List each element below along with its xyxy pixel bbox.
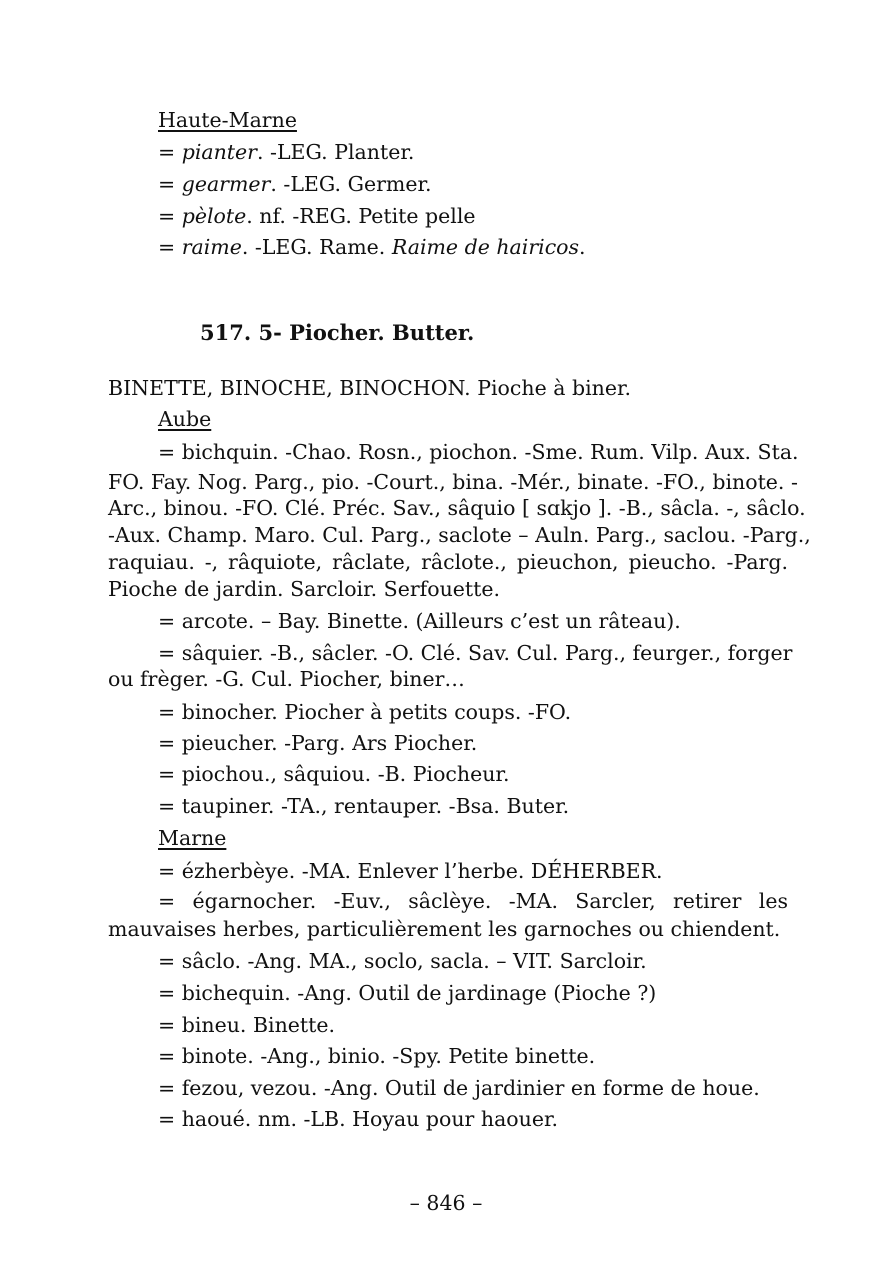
entry-line: = binote. -Ang., binio. -Spy. Petite binette. [158, 1044, 596, 1068]
entry-line: = pieucher. -Parg. Ars Piocher. [158, 731, 478, 755]
entry-line: = ézherbèye. -MA. Enlever l’herbe. DÉHERBER. [158, 859, 663, 883]
entry-line: FO. Fay. Nog. Parg., pio. -Court., bina. -Mér., binate. -FO., binote. - [108, 470, 798, 494]
entry-line: = arcote. – Bay. Binette. (Ailleurs c’est un râteau). [158, 609, 681, 633]
entry-line: = gearmer. -LEG. Germer. [158, 172, 432, 196]
entry-line: = bineu. Binette. [158, 1013, 336, 1037]
entry-line: Pioche de jardin. Sarcloir. Serfouette. [108, 577, 501, 601]
entry-line: = binocher. Piocher à petits coups. -FO. [158, 700, 572, 724]
entry-line: = pianter. -LEG. Planter. [158, 140, 415, 164]
region-heading-marne: Marne [158, 826, 227, 850]
entry-line: = pèlote. nf. -REG. Petite pelle [158, 204, 476, 228]
entry-line: -Aux. Champ. Maro. Cul. Parg., saclote – Auln. Parg., saclou. -Parg., [108, 523, 811, 547]
entry-line: = haoué. nm. -LB. Hoyau pour haouer. [158, 1107, 559, 1131]
entry-line: mauvaises herbes, particulièrement les garnoches ou chiendent. [108, 917, 781, 941]
entry-line: = fezou, vezou. -Ang. Outil de jardinier en forme de houe. [158, 1076, 760, 1100]
entry-line: = raime. -LEG. Rame. Raime de hairicos. [158, 235, 586, 259]
entry-line: = égarnocher. -Euv., sâclèye. -MA. Sarcler, retirer les [158, 889, 788, 913]
entry-line: BINETTE, BINOCHE, BINOCHON. Pioche à biner. [108, 376, 632, 400]
section-heading: 517. 5- Piocher. Butter. [200, 320, 475, 345]
entry-line: Arc., binou. -FO. Clé. Préc. Sav., sâquio [ sɑkjo ]. -B., sâcla. -, sâclo. [108, 496, 806, 520]
entry-line: = bichquin. -Chao. Rosn., piochon. -Sme. Rum. Vilp. Aux. Sta. [158, 440, 799, 464]
entry-line: ou frèger. -G. Cul. Piocher, biner… [108, 667, 465, 691]
page-number: – 846 – [409, 1191, 483, 1215]
region-heading-aube: Aube [158, 407, 212, 431]
entry-line: = sâquier. -B., sâcler. -O. Clé. Sav. Cul. Parg., feurger., forger [158, 641, 793, 665]
entry-line: = bichequin. -Ang. Outil de jardinage (Pioche ?) [158, 981, 657, 1005]
entry-line: = taupiner. -TA., rentauper. -Bsa. Buter. [158, 794, 570, 818]
region-heading-haute-marne: Haute-Marne [158, 108, 297, 132]
entry-line: = sâclo. -Ang. MA., soclo, sacla. – VIT. Sarcloir. [158, 949, 647, 973]
entry-line: = piochou., sâquiou. -B. Piocheur. [158, 762, 510, 786]
entry-line: raquiau. -, râquiote, râclate, râclote., pieuchon, pieucho. -Parg. [108, 550, 788, 574]
